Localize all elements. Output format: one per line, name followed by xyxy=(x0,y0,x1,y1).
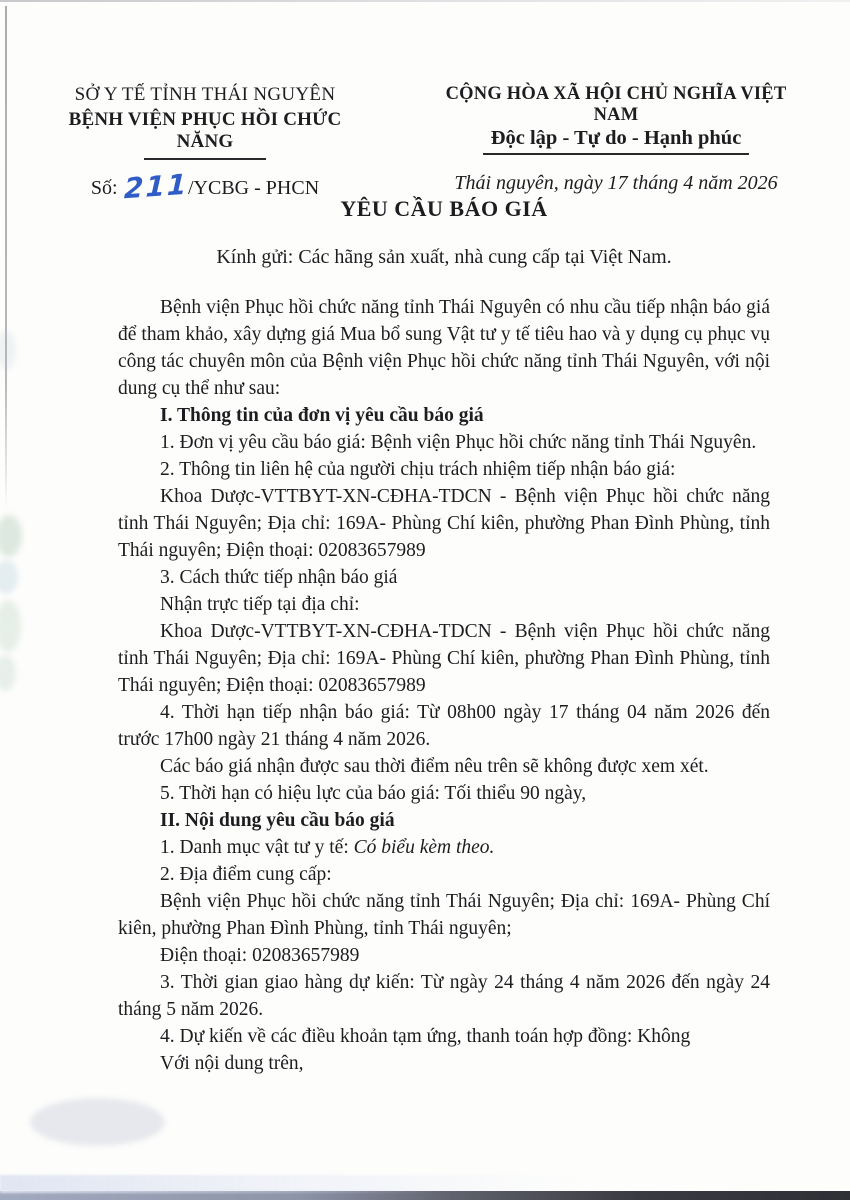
issuer-department: SỞ Y TẾ TỈNH THÁI NGUYÊN xyxy=(74,84,336,105)
closing-line: Với nội dung trên, xyxy=(160,1053,304,1074)
scan-top-edge xyxy=(0,0,850,2)
issuer-header-block xyxy=(38,84,372,206)
document-number-handwritten: 211 xyxy=(123,167,189,206)
section2-item-2: 2. Địa điểm cung cấp: xyxy=(160,864,332,885)
document-title: YÊU CẦU BÁO GIÁ xyxy=(340,196,548,221)
scan-bottom-edge-highlight xyxy=(0,1190,440,1193)
late-quotes-note: Các báo giá nhận được sau thời điểm nêu trên sẽ không được xem xét. xyxy=(160,756,709,777)
item-list-label: 1. Danh mục vật tư y tế: xyxy=(160,837,354,858)
issuer-organization: BỆNH VIỆN PHỤC HỒI CHỨC NĂNG xyxy=(68,109,342,152)
section1-item-3: 3. Cách thức tiếp nhận báo giá xyxy=(160,567,398,588)
document-body xyxy=(118,294,770,1077)
attached-list-note: Có biểu kèm theo. xyxy=(353,837,495,858)
scan-smudge xyxy=(0,515,22,557)
receive-address-paragraph: Khoa Dược-VTTBYT-XN-CĐHA-TDCN - Bệnh viện Phục hồi chức năng tỉnh Thái Nguyên; Địa chỉ: 169A- Phùng Chí kiên, phường Phan Đình Phùng, tỉnh Thái nguyên; Điện thoại: 02083657989 xyxy=(118,621,770,696)
phone-line: Điện thoại: 02083657989 xyxy=(160,945,360,966)
intro-paragraph: Bệnh viện Phục hồi chức năng tỉnh Thái Nguyên có nhu cầu tiếp nhận báo giá để tham khảo, xây dựng giá Mua bổ sung Vật tư y tế tiêu hao và y dụng cụ phục vụ công tác chuyên môn của Bệnh viện Phục hồi chức năng tỉnh Thái Nguyên, với nội dung cụ thể như sau: xyxy=(118,297,770,399)
receive-method-line: Nhận trực tiếp tại địa chỉ: xyxy=(160,594,360,615)
national-motto: Độc lập - Tự do - Hạnh phúc xyxy=(483,127,750,155)
scan-smudge xyxy=(0,600,21,652)
national-title: CỘNG HÒA XÃ HỘI CHỦ NGHĨA VIỆT NAM xyxy=(445,84,787,125)
section1-item-1: 1. Đơn vị yêu cầu báo giá: Bệnh viện Phục hồi chức năng tỉnh Thái Nguyên. xyxy=(160,432,757,453)
section2-item-1 xyxy=(118,834,770,861)
scan-left-edge-line xyxy=(5,6,7,512)
scan-smudge xyxy=(0,560,18,594)
issuer-underline xyxy=(144,158,266,160)
section-2-heading: II. Nội dung yêu cầu báo giá xyxy=(160,810,395,831)
scan-smudge xyxy=(0,330,16,370)
national-motto-block xyxy=(424,84,808,195)
section1-item-5: 5. Thời hạn có hiệu lực của báo giá: Tối thiểu 90 ngày, xyxy=(160,783,587,804)
contact-info-paragraph: Khoa Dược-VTTBYT-XN-CĐHA-TDCN - Bệnh viện Phục hồi chức năng tỉnh Thái Nguyên; Địa chỉ: 169A- Phùng Chí kiên, phường Phan Đình Phùng, tỉnh Thái nguyên; Điện thoại: 02083657989 xyxy=(118,486,770,561)
date-line: Thái nguyên, ngày 17 tháng 4 năm 2026 xyxy=(454,172,778,194)
section2-item-3: 3. Thời gian giao hàng dự kiến: Từ ngày 24 tháng 4 năm 2026 đến ngày 24 tháng 5 năm 2026. xyxy=(118,972,770,1020)
document-number-label: Số: xyxy=(90,177,118,199)
section1-item-2: 2. Thông tin liên hệ của người chịu trách nhiệm tiếp nhận báo giá: xyxy=(160,459,676,480)
document-number-suffix: /YCBG - PHCN xyxy=(188,177,320,199)
section2-item-4: 4. Dự kiến về các điều khoản tạm ứng, thanh toán hợp đồng: Không xyxy=(160,1026,691,1047)
section-1-heading: I. Thông tin của đơn vị yêu cầu báo giá xyxy=(160,405,484,426)
scan-smudge xyxy=(0,655,16,691)
scan-smudge xyxy=(30,1098,165,1146)
section1-item-4: 4. Thời hạn tiếp nhận báo giá: Từ 08h00 ngày 17 tháng 04 năm 2026 đến trước 17h00 ngày 21 tháng 4 năm 2026. xyxy=(118,702,770,750)
supply-location-paragraph: Bệnh viện Phục hồi chức năng tỉnh Thái Nguyên; Địa chỉ: 169A- Phùng Chí kiên, phường Phan Đình Phùng, tỉnh Thái nguyên; xyxy=(118,891,770,939)
salutation-line: Kính gửi: Các hãng sản xuất, nhà cung cấp tại Việt Nam. xyxy=(216,246,672,268)
